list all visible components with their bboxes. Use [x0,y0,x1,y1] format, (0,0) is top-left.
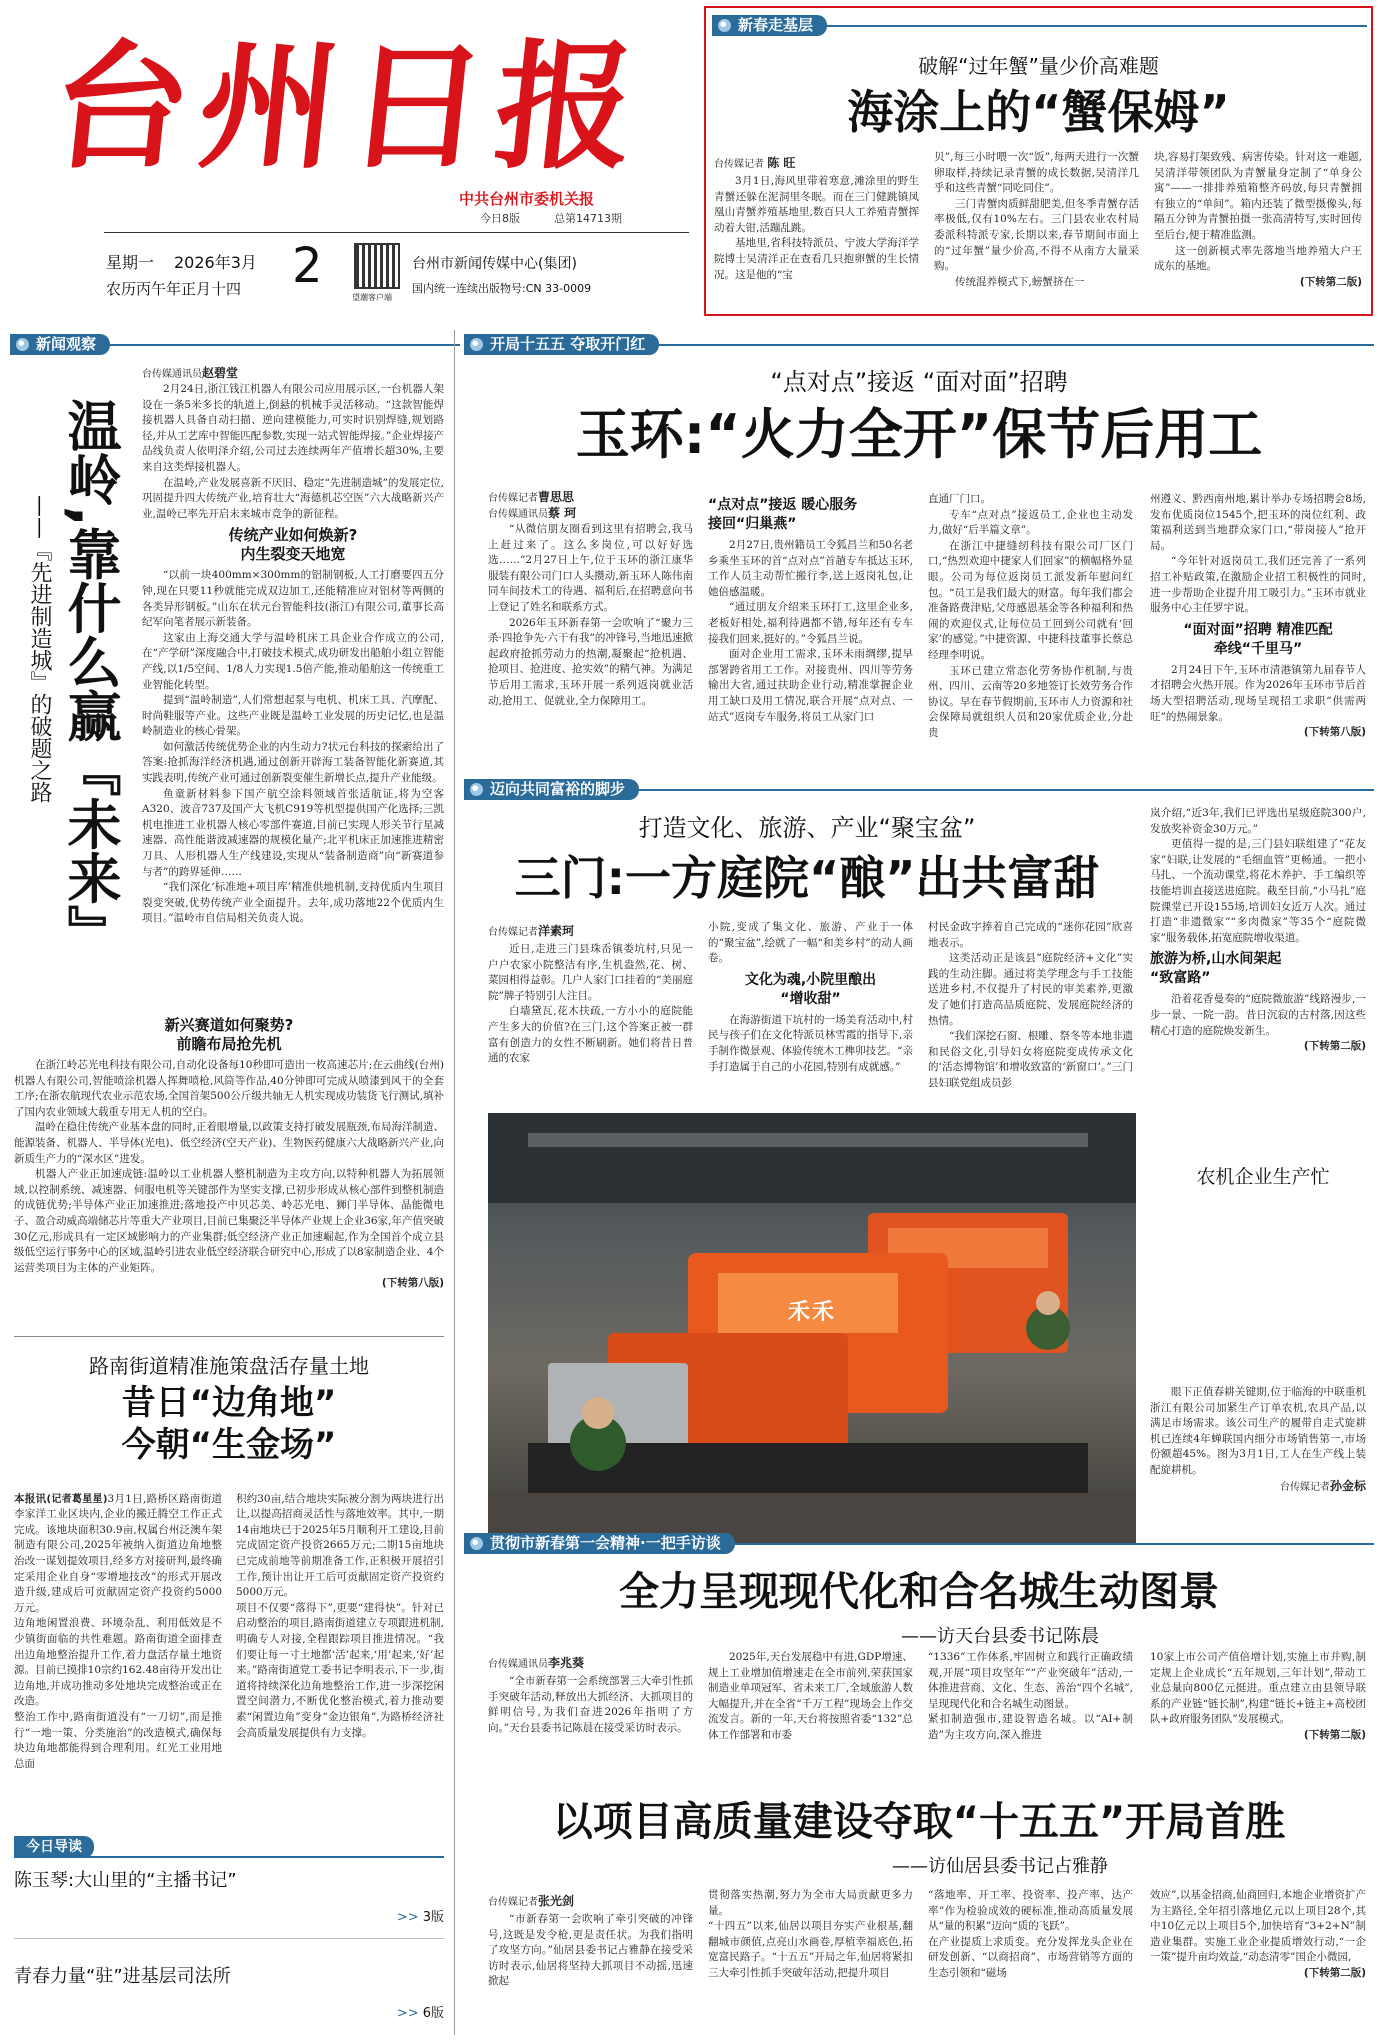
issue-number: 总第14713期 [554,212,622,225]
yuhuan-continued: (下转第八版) [1303,726,1366,739]
guide-item-1-title: 陈玉琴:大山里的“主播书记” [14,1870,237,1891]
xianju-subhead: ——访仙居县委书记占雅静 [892,1856,1108,1877]
xianju-col-3: “落地率、开工率、投资率、投产率、达产率”作为检验成效的硬标准,推动高质量发展从“量的积累”迈向“质的飞跃”。 在产业提质上求质变。充分发挥龙头企业在研发创新、“以商招商”、市场营销等方面的生态引领和“磁场 [928,1889,1133,1979]
sanmen-col-4: 岚介绍,“近3年,我们已评选出星级庭院300户,发放奖补资金30万元。” 更值得一提的是,三门县妇联组建了“花友家”妇联,让发展的“毛细血管”更畅通。一把小马扎、一个流动课堂,将花木养护、手工编织等技能培训直接送进庭院。截至目前,“小马扎”庭院课堂已开设155场,培训妇女近万人次。通过打造“非遗微家”“多肉微家”等35个“庭院微家”服务载体,拓宽庭院增收渠道。 旅游为桥,山水间架起 “致富路” 沿着花香曼奏的“庭院微旅游”线路漫步,一步一景、一院一韵。昔日沉寂的古村落,因这些精心打造的庭院焕发新生。 (下转第二版) [1150,806,1366,1092]
tiantai-subhead: ——访天台县委书记陈晨 [901,1626,1099,1647]
sanmen-col-1: 近日,走进三门县珠岙镇娄坑村,只见一户户农家小院整洁有序,生机盎然,花、树、菜园相得益彰。几户人家门口挂着的“美丽庭院”牌子特别引人注目。 白墙黛瓦,花木扶疏,一方小小的庭院能产生多大的价值?在三门,这个答案正被一群富有创造力的女性不断刷新。她们将昔日普通的农家 [488,943,693,1065]
yuhuan-byline: 台传媒记者曹思思 台传媒通讯员蔡 珂 [488,490,577,520]
section-tag-tiantai: 贯彻市新春第一会精神·一把手访谈 [464,1533,735,1554]
tiantai-continued: (下转第二版) [1303,1728,1366,1741]
cn-number: 国内统一连续出版物号:CN 33-0009 [412,282,592,295]
farm-machinery-photo [488,1113,1136,1543]
news-watch-subhead-1: 传统产业如何焕新? 内生裂变天地宽 [228,526,358,564]
sanmen-col-2: 小院,变成了集文化、旅游、产业于一体的“聚宝盆”,绘就了一幅“和美乡村”的动人画卷。 文化为魂,小院里酿出 “增收甜” 在海游街道下坑村的一场美育活动中,村民与孩子们在文化特派员林雪霞的指导下,亲手制作微景观、体验传统木工榫卯技艺。“亲手打造属于自己的小花园,特别有成就感。” [708,921,913,1073]
masthead [14,10,694,325]
news-watch-body-upper: 2月24日,浙江钱江机器人有限公司应用展示区,一台机器人架设在一条5米多长的轨道上,倒悬的机械手灵活移动。“这款智能焊接机器人具备自动扫描、逆向建模能力,可实时识别焊缝,规划路径,并从工艺库中智能匹配参数,实现一站式智能焊接。”企业焊接产品线负责人依明泽介绍,公司过去连续两年产值增长超30%,主要来自这类焊接机器人。 在温岭,产业发展喜新不厌旧、稳定“先进制造城”的发展定位,巩固提升四大传统产业,培育壮大“海德机芯空医”六大战略新兴产业,温岭已率先开启未来城市竞争的新征程。 传统产业如何焕新? 内生裂变天地宽 “以前一块400mm×300mm的铝制钢板,人工打磨要四五分钟,现在只要11秒就能完成双边加工,还能精准应对铝材等两侧的各类异形钢板。”山东在状元台智能科技(浙江)有限公司,董事长高纪军向笔者展示新装备。 这家由上海交通大学与温岭机床工具企业合作成立的公司,在“产学研”深度融合中,打破技术模式,成功研发出船舶小组立智能产线,以1/5空间、1/8人力实现1.5倍产能,推动船舶这一传统重工业智能化转型。 提到“温岭制造”,人们常想起泵与电机、机床工具、汽摩配、时尚鞋服等产业。这些产业既是温岭工业发展的历史记忆,也是温岭制造业的核心骨架。 如何激活传统优势企业的内生动力?状元台科技的探索给出了答案:抢抓海洋经济机遇,通过创新开辟海工装备智能化新赛道,其实践表明,传统产业可通过创新裂变催生新增长点,提升产业能级。 鱼童新材料参下国产航空涂料领域首张适航证,将为空客A320、波音737及国产大飞机C919等机型提供国产化选择;三凯机电推进工业机器人核心零部件赛道,目前已实现人形关节行星减速器、高性能谐波减速器的规模化量产;北平机床正加速推进精密刀具、人形机器人生产线建设,实现从“装备制造商”向“新赛道参与者”的跨界延伸…… “我们深化‘标准地+项目库’精准供地机制,支持优质内生项目裂变突破,优势传统产业全面提升。去年,成功落地22个优质内生项目。”温岭市自信局相关负责人说。 [142,383,444,925]
tiantai-headline: 全力呈现现代化和合名城生动图景 [619,1569,1219,1615]
section-tag-sanmen: 迈向共同富裕的脚步 [464,779,639,800]
xianju-col-2: 贯彻落实热潮,努力为全市大局贡献更多力量。 “十四五”以来,仙居以项目夯实产业根基,翻翻城市颜值,点亮山水画卷,厚植幸福底色,拓宽富民路子。“十五五”开局之年,仙居将紧扣三大牵引性抓手突破年活动,把提升项目 [708,1889,913,1979]
photo-caption: 眼下正值春耕关键期,位于临海的中联重机浙江有限公司加紧生产订单农机,农具产品,以满足市场需求。该公司生产的履带自走式旋耕机已连续4年蝉联国内细分市场销售第一,市场份额超45%。图为3月1日,工人在生产线上装配旋耕机。 台传媒记者孙金标 [1150,1386,1366,1493]
guide-item-2-title: 青春力量“驻”进基层司法所 [14,1966,231,1987]
yuhuan-subhead-1: “点对点”接返 暖心服务 接回“归巢燕” [708,497,858,532]
sanmen-kicker: 打造文化、旅游、产业“聚宝盆” [638,814,976,842]
crab-story-box [704,6,1373,316]
crab-kicker: 破解“过年蟹”量少价高难题 [918,54,1159,78]
guide-item-1-page: >> 3版 [396,1910,444,1925]
guide-tag: 今日导读 [14,1836,94,1858]
news-watch-headline: 温岭,靠什么赢『未来』 [59,398,122,959]
sanmen-col-3: 村民金政宇捧着自己完成的“迷你花园”欣喜地表示。 这类活动正是该县“庭院经济+文化”实践的生动注脚。通过将美学理念与手工技能送进乡村,不仅提升了村民的审美素养,更激发了她们打造高品质庭院、发展庭院经济的热情。 “我们深挖石窗、根雕、祭冬等本地非遗和民俗文化,引导妇女将庭院变成传承文化的‘活态博物馆’和增收致富的‘新窗口’。”三门县妇联党组成员彭 [928,921,1133,1089]
guide-item-1[interactable] [14,1868,444,1930]
xianju-col-4: 效应”,以基金招商,仙商回归,本地企业增资扩产为主路径,全年招引落地亿元以上项目28个,其中10亿元以上项目5个,加快培育“3+2+N”制造业集群。实施工业企业提质增效行动,“一企一策”提升亩均效益,“动态清零”国企小微园, (下转第二版) [1150,1888,1366,2034]
sanmen-continued: (下转第二版) [1303,1040,1366,1053]
yuhuan-col-1: “从微信朋友圈看到这里有招聘会,我马上赶过来了。这么多岗位,可以好好选选……”2月27日上午,位于玉环的浙江康华服装有限公司门口人头攒动,新玉环人陈伟南同车间技术工的待遇、福利后,在招聘意向书上登记了姓名和联系方式。 2026年玉环新春第一会吹响了“聚力三杀·四抢争先·六干有我”的冲锋号,当地迅速掀起政府抢抓劳动力的热潮,凝聚起“抢机遇、抢项目、抢进度、抢实效”的精气神。为满足节后用工需求,玉环开展一系列返岗就业活动,抢用工、促就业,全力保障用工。 [488,523,693,707]
news-watch-body-lower: 新兴赛道如何聚势? 前瞻布局抢先机 在浙江岭芯光电科技有限公司,自动化设备每10秒即可造出一枚高速芯片;在云曲线(台州)机器人有限公司,智能喷涂机器人挥舞喷枪,风筒等作品,40分钟即可完成从喷漆到风干的全套工序;在浙农航现代农业示范农场,全国首架500公斤级共轴无人机实现成功装货飞行测试,填补了国内农业领域大载重专用无人机的空白。 温岭在稳住传统产业基本盘的同时,正着眼增量,以政策支持打破发展瓶颈,布局海洋制造、能源装备、机器人、半导体(光电)、低空经济(空天产业)、生物医药健康六大战略新兴产业,向新质生产力的“深水区”进发。 机器人产业正加速成链:温岭以工业机器人整机制造为主攻方向,以特种机器人为拓展领域,以控制系统、减速器、伺服电机等关键部件为坚实支撑,已初步形成从核心部件到整机制造的成链优势;半导体产业正加速推进;落地投产中贝芯美、岭芯光电、狮门半导体、晶能微电子、盈合动威高端储芯片等重大产业项目,目前已集聚泛半导体产业规上企业36家,年产值突破30亿元,形成具有一定区域影响力的产业集群;低空经济产业正加速崛起,作为全国首个成立县级低空运行事务中心的区域,温岭引进农业低空经济联合研究中心,形成了以8家制造企业、4个运营类项目为主体的产业矩阵。 (下转第八版) [14,1012,444,1330]
crab-byline: 台传媒记者 陈 旺 [714,156,796,170]
qr-code[interactable] [354,243,400,289]
tiantai-col-2: 2025年,天台发展稳中有进,GDP增速、规上工业增加值增速走在全市前列,荣获国家制造业单项冠军、省未来工厂,全域旅游人数大幅提升,并在全省“千万工程”现场会上作交流发言。新的一年,天台将按照省委“132”总体工作部署和市委 [708,1651,913,1741]
news-watch-subhead-2: 新兴赛道如何聚势? 前瞻布局抢先机 [164,1016,294,1053]
section-tag-news-watch: 新闻观察 [10,334,110,355]
corner-col-2: 积约30亩,结合地块实际被分割为两块进行出让,以提高招商灵活性与落地效率。其中,一期14亩地块已于2025年5月顺利开工建设,目前完成固定资产投资2665万元;二期15亩地块已完成前地等前期准备工作,正积极开展招引工作,预计出让开工后可贡献固定资产投资约5000万元。 项目不仅要“落得下”,更要“建得快”。针对已启动整治的项目,路南街道建立专项跟进机制,明确专人对接,全程跟踪项目推进情况。“我们要让每一寸土地都‘活’起来,‘用’起来,‘好’起来。”路南街道党工委书记李明表示,下一步,街道将持续深化边角地整治工作,进一步深挖闲置空间潜力,不断优化整治模式,着力推动要素“闲置边角”变身“金边银角”,为路桥经济社会高质量发展提供有力支撑。 [236,1492,444,1739]
masthead-title: 台州日报 [43,25,653,188]
xianju-headline: 以项目高质量建设夺取“十五五”开局首胜 [552,1799,1286,1845]
sanmen-byline: 台传媒记者洋素珂 [488,924,575,938]
xianju-col-1: “市新春第一会吹响了牵引突破的冲锋号,这既是发令枪,更是责任状。为我们指明了攻坚方向。”仙居县委书记占雅静在接受采访时表示,仙居将坚持大抓项目不动摇,迅速掀起 [488,1913,693,1988]
machine-brand-logo: 禾禾 [788,1300,837,1325]
publisher: 台州市新闻传媒中心(集团) [412,256,577,272]
sanmen-subhead-2: 旅游为桥,山水间架起 “致富路” [1150,951,1282,987]
crab-col-2: 贝”,每三小时喂一次“饭”,每两天进行一次蟹卵取样,持续记录青蟹的成长数据,吴清洋几乎和这些青蟹“同吃同住”。 三门青蟹肉质鲜甜肥美,但冬季青蟹存活率极低,仅有10%左右。三门县农业农村局委派科特派专家,长期以来,春节期间市面上的“过年蟹”量少价高,不得不从南方大量采购。 传统混养模式下,螃蟹挤在一 [934,151,1139,288]
yuhuan-col-3: 直通厂门口。 专车“点对点”接返员工,企业也主动发力,做好“后半篇文章”。 在浙江中捷缝纫科技有限公司厂区门口,“热烈欢迎中捷家人们回家”的横幅格外显眼。公司为每位返岗员工派发新年慰问红包。“员工是我们最大的财富。每年我们都会准备路费津贴,父母感恩基金等各种福利和热闹的欢迎仪式,让每位员工回到公司就有‘回家’的感觉。”中捷资源、中捷科技董事长蔡总经理李明说。 玉环已建立常态化劳务协作机制,与贵州、四川、云南等20多地签订长效劳务合作协议。早在春节假期前,玉环市人力资源和社会保障局就组织人员和20家优质企业,分赴贵 [928,493,1133,739]
corner-kicker: 路南街道精准施策盘活存量土地 [89,1354,369,1378]
weekday: 星期一 [106,253,155,272]
crab-headline: 海涂上的“蟹保姆” [847,85,1230,139]
sanmen-subhead-1: 文化为魂,小院里酿出 “增收甜” [744,971,877,1007]
photo-illustration [488,1113,1136,1543]
lunar-date: 农历丙午年正月十四 [106,280,242,298]
tiantai-col-4: 10家上市公司产值倍增计划,实施上市并购,制定规上企业成长“五年规划,三年计划”,带动工业总量向800亿元挺进。重点建立由县领导联系的产业链“链长制”,构建“链长+链主+高校团队+政府服务团队”发展模式。 (下转第二版) [1150,1650,1366,1774]
photo-caption-title: 农机企业生产忙 [1196,1166,1330,1188]
yuhuan-kicker: “点对点”接返 “面对面”招聘 [770,368,1068,396]
xianju-continued: (下转第二版) [1303,1966,1366,1979]
corner-headline-1: 昔日“边角地” [121,1383,337,1423]
corner-col-1: 本报讯(记者葛星星)3月1日,路桥区路南街道李家洋工业区块内,企业的搬迁腾空工作正式完成。该地块面积30.9亩,权属台州泛澳车架制造有限公司,2025年被纳入街道边角地整治改一谋划提效项目,经多方对接研判,最终确定采用企业自身“零增地技改”的形式开展改造升级,建成后可贡献固定资产投资约5000万元。 边角地闲置浪费、环境杂乱、利用低效是不少镇街面临的共性难题。路南街道全面排查出边角地整治提升工作,着力盘活存量土地资源。目前已摸排10宗约162.48亩待开发出让边角地,并成功推动多处地块完成整治或正在改造。 整治工作中,路南街道没有“一刀切”,而是推行“一地一策、分类施治”的改造模式,确保每块边角地都能得到合理利用。红光工业用地总面 [14,1492,222,1770]
xianju-byline: 台传媒记者张光剑 [488,1894,575,1908]
guide-bar [14,1836,444,1858]
yuhuan-col-2: “点对点”接返 暖心服务 接回“归巢燕” 2月27日,贵州籍员工令狐昌兰和50名老乡乘坐玉环的首“点对点”首趟专车抵达玉环,工作人员主动帮忙搬行李,送上返岗礼包,让她倍感温暖。 “通过朋友介绍来玉环打工,这里企业多,老板好相处,福利待遇都不错,每年还有专车接我们回来,挺好的。”令狐昌兰说。 面对企业用工需求,玉环未雨绸缪,提早部署跨省用工工作。对接贵州、四川等劳务输出大省,通过扶助企业行动,精准掌握企业用工缺口及用工情况,联合开展“点对点、一站式”返岗专车服务,将员工从家门口 [708,497,913,723]
tiantai-col-1: “全市新春第一会系统部署三大牵引性抓手突破年活动,释放出大抓经济、大抓项目的鲜明信号,为我们奋进2026年指明了方向。”天台县委书记陈晨在接受采访时表示。 [488,1675,693,1734]
sanmen-headline: 三门:一方庭院“酿”出共富甜 [514,851,1100,905]
tiantai-col-3: “1336”工作体系,牢固树立和践行正确政绩观,开展“项目攻坚年”“产业突破年”活动,一体推进营商、文化、生态、善治“四个名城”,呈现现代化和合名城生动图景。 紧扣制造强市,建设智造名城。以“AI+制造”为主攻方向,深入推进 [928,1651,1133,1741]
news-watch-byline: 台传媒通讯员赵碧堂 [142,366,239,380]
yuhuan-subhead-2: “面对面”招聘 精准匹配 牵线“千里马” [1183,621,1333,657]
guide-item-2[interactable] [14,1964,444,2026]
masthead-org: 中共台州市委机关报 [459,190,595,208]
section-tag-yuhuan: 开局十五五 夺取开门红 [464,334,659,355]
today-pages: 今日8版 [480,212,520,225]
yuhuan-col-4: 州遵义、黔西南州地,累计举办专场招聘会8场,发布优质岗位1545个,把玉环的岗位红利、政策福利送到当地群众家门口,“带岗接人”抢开局。 “今年针对返岗员工,我们还完善了一系列招工补贴政策,在激励企业招工积极性的同时,进一步帮助企业提升用工吸引力。”玉环市就业服务中心主任罗宇说。 “面对面”招聘 精准匹配 牵线“千里马” 2月24日下午,玉环市清港镇第九届春节人才招聘会火热开展。作为2026年玉环市节后首场大型招聘活动,现场呈现招工求职“供需两旺”的热闹景象。 (下转第八版) [1150,492,1366,762]
yuhuan-headline: 玉环:“火力全开”保节后用工 [575,403,1263,466]
crab-col-3: 块,容易打架致残、病害传染。针对这一难题,吴清洋带领团队为青蟹量身定制了“单身公寓”——一排排养殖箱整齐码放,每只青蟹拥有独立的“单间”。箱内还装了微型摄像头,每隔五分钟为青蟹拍摄一张高清特写,实时回传至后台,便于精准监测。 这一创新模式率先落地当地养殖大户王成东的基地。 (下转第二版) [1154,150,1362,312]
news-watch-continued: (下转第八版) [381,1277,444,1290]
news-watch-subhead: ——『先进制造城』的破题之路 [27,495,52,803]
crab-continued: (下转第二版) [1299,275,1362,288]
tiantai-byline: 台传媒通讯员李兆葵 [488,1656,585,1670]
qr-label: 望潮客户端 [352,293,392,302]
crab-col-1: 3月1日,海风里带着寒意,滩涂里的野生青蟹还躲在泥洞里冬眠。而在三门健跳镇凤凰山青蟹养殖基地里,数百只人工养殖青蟹挥动着大钳,活蹦乱跳。 基地里,省科技特派员、宁波大学海洋学院博士吴清洋正在查看几只抱卵蟹的生长情况。这是他的“宝 [714,175,919,281]
guide-item-2-page: >> 6版 [396,2006,444,2021]
issue-date: 2026年3月 [174,253,257,272]
day-number: 2 [292,238,323,294]
section-tag-crab: 新春走基层 [712,15,827,36]
corner-headline-2: 今朝“生金场” [121,1425,337,1465]
